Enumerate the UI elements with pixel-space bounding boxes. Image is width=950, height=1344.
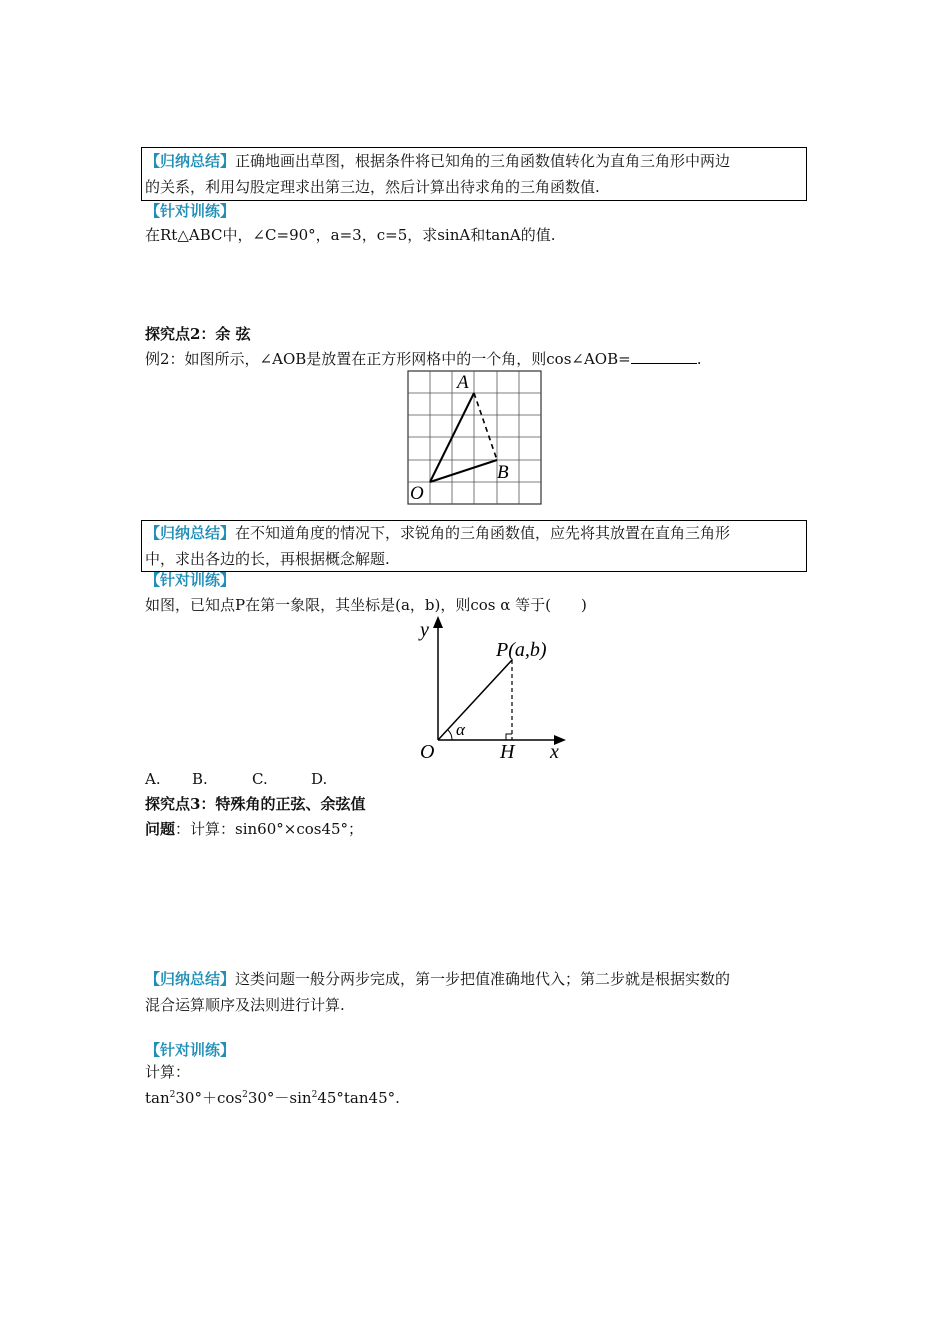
training-3-line-2 xyxy=(145,1084,400,1109)
segment-OP xyxy=(438,660,512,740)
segment-AB-dashed xyxy=(474,393,497,460)
summary-2-line-2 xyxy=(145,548,390,570)
example-2-prefix: 例2：如图所示，∠AOB是放置在正方形网格中的一个角，则cos∠AOB= xyxy=(145,350,631,368)
summary-3-text-1: 这类问题一般分两步完成，第一步把值准确地代入；第二步就是根据实数的 xyxy=(235,970,731,988)
label-A: A xyxy=(457,372,469,393)
label-B: B xyxy=(497,462,509,483)
expr-sup-2: 2 xyxy=(242,1090,248,1100)
label-alpha: α xyxy=(456,720,465,739)
summary-3-line-2 xyxy=(145,994,345,1016)
grid-lines xyxy=(408,371,541,504)
summary-2-text-2: 中，求出各边的长，再根据概念解题. xyxy=(145,550,390,568)
section-3-heading: 探究点3：特殊角的正弦、余弦值 xyxy=(145,795,366,813)
training-3-label: 【针对训练】 xyxy=(145,1041,236,1059)
option-a: A. xyxy=(145,770,161,788)
label-O2: O xyxy=(420,741,435,762)
summary-3-line-1 xyxy=(145,968,730,990)
example-2-suffix: . xyxy=(696,350,702,368)
summary-1-line-1 xyxy=(145,150,730,172)
expr-part-1: tan xyxy=(145,1089,170,1107)
summary-1-label: 【归纳总结】 xyxy=(145,152,236,170)
option-d: D. xyxy=(311,770,328,788)
y-axis-arrow xyxy=(433,616,443,628)
label-y: y xyxy=(420,619,429,641)
grid-figure xyxy=(405,368,545,508)
training-2-text: 如图，已知点P在第一象限，其坐标是(a，b)，则cos α 等于( ) xyxy=(145,596,587,614)
label-P: P(a,b) xyxy=(496,639,547,661)
training-3-line-1: 计算： xyxy=(145,1063,191,1081)
expr-part-2: 30°＋cos xyxy=(175,1089,243,1107)
label-O: O xyxy=(410,483,424,504)
summary-1-text-2: 的关系，利用勾股定理求出第三边，然后计算出待求角的三角函数值. xyxy=(145,178,600,196)
training-1-text: 在Rt△ABC中，∠C=90°，a=3，c=5，求sinA和tanA的值. xyxy=(145,226,556,244)
summary-3-label: 【归纳总结】 xyxy=(145,970,236,988)
angle-arc xyxy=(448,730,452,740)
problem-text: ：计算：sin60°×cos45°； xyxy=(175,820,364,838)
problem-label: 问题 xyxy=(145,820,176,838)
summary-3-text-2: 混合运算顺序及法则进行计算. xyxy=(145,996,345,1014)
summary-1-line-2 xyxy=(145,176,600,198)
label-H: H xyxy=(500,741,515,762)
expr-sup-1: 2 xyxy=(169,1090,176,1100)
coordinate-figure xyxy=(412,614,572,762)
label-x: x xyxy=(550,741,559,762)
summary-2-line-1 xyxy=(145,522,730,544)
section-2-heading: 探究点2：余 弦 xyxy=(145,325,251,343)
answer-blank[interactable] xyxy=(631,349,697,364)
expr-part-4: 45°tan45°. xyxy=(317,1089,400,1107)
summary-1-text-1: 正确地画出草图，根据条件将已知角的三角函数值转化为直角三角形中两边 xyxy=(235,152,731,170)
option-c: C. xyxy=(252,770,268,788)
summary-2-label: 【归纳总结】 xyxy=(145,524,236,542)
summary-2-text-1: 在不知道角度的情况下，求锐角的三角函数值，应先将其放置在直角三角形 xyxy=(235,524,731,542)
problem-line xyxy=(145,818,363,840)
option-b: B. xyxy=(192,770,208,788)
training-1-label: 【针对训练】 xyxy=(145,202,236,220)
training-2-label: 【针对训练】 xyxy=(145,571,236,589)
expr-part-3: 30°－sin xyxy=(247,1089,312,1107)
example-2-text xyxy=(145,348,701,370)
expr-sup-3: 2 xyxy=(311,1090,318,1100)
right-angle-mark xyxy=(506,734,512,740)
